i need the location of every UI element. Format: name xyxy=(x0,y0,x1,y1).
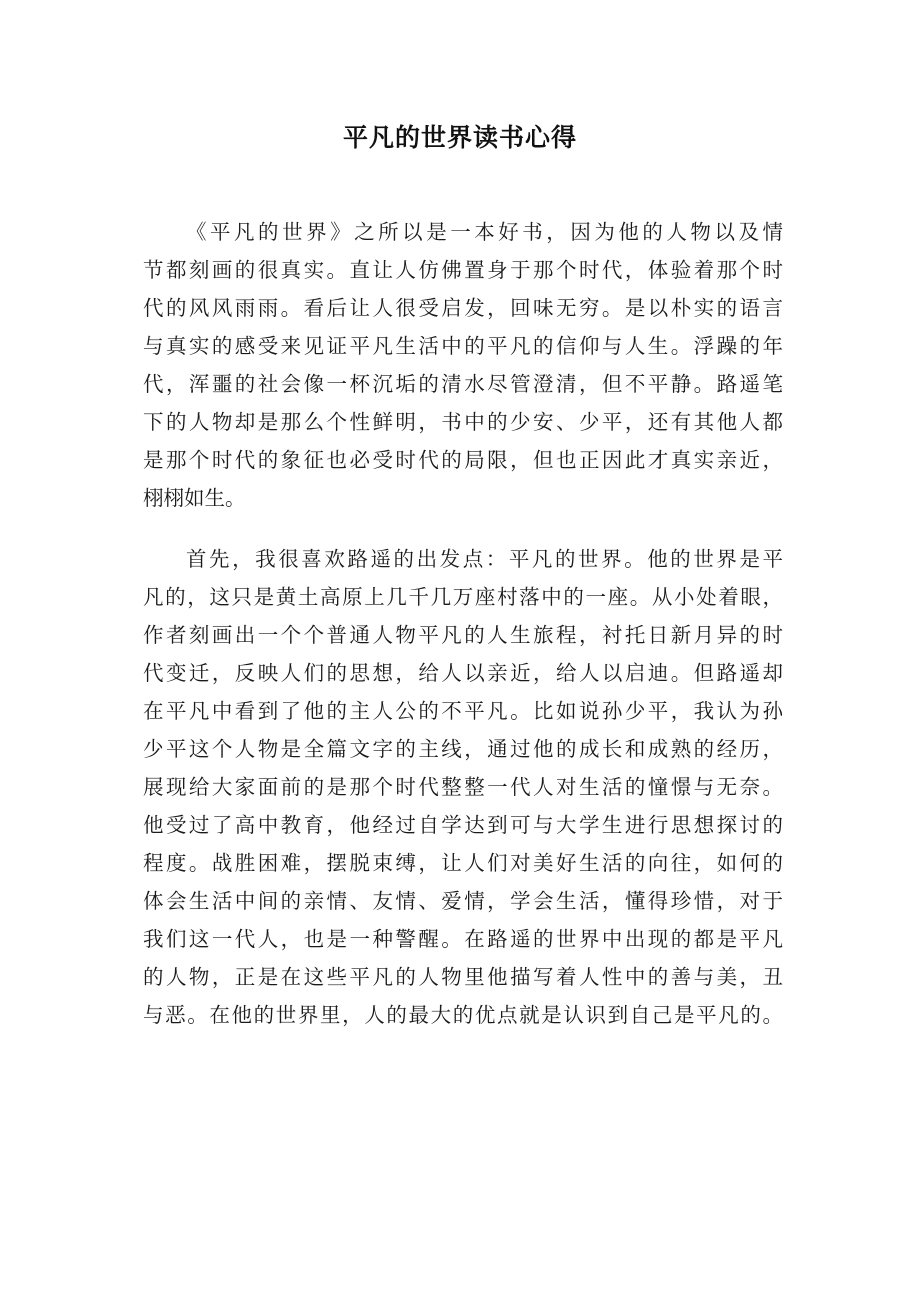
paragraph-2-line-6: 少平这个人物是全篇文字的主线，通过他的成长和成熟的经历， xyxy=(143,737,783,761)
paragraph-1-line-5: 代，浑噩的社会像一杯沉垢的清水尽管澄清，但不平静。路遥笔 xyxy=(143,372,783,396)
paragraph-2-line-10: 体会生活中间的亲情、友情、爱情，学会生活，懂得珍惜，对于 xyxy=(143,889,783,913)
paragraph-2-line-13: 与恶。在他的世界里，人的最大的优点就是认识到自己是平凡的。 xyxy=(143,1003,783,1027)
paragraph-2-line-2: 凡的，这只是黄土高原上几千几万座村落中的一座。从小处着眼， xyxy=(143,585,783,609)
paragraph-1-line-6: 下的人物却是那么个性鲜明，书中的少安、少平，还有其他人都 xyxy=(143,410,783,434)
paragraph-1-line-2: 节都刻画的很真实。直让人仿佛置身于那个时代，体验着那个时 xyxy=(143,258,783,282)
paragraph-1-line-7: 是那个时代的象征也必受时代的局限，但也正因此才真实亲近， xyxy=(143,448,783,472)
paragraph-2-line-7: 展现给大家面前的是那个时代整整一代人对生活的憧憬与无奈。 xyxy=(143,775,783,799)
paragraph-1-line-1: 《平凡的世界》之所以是一本好书，因为他的人物以及情 xyxy=(186,220,783,244)
paragraph-2-line-11: 我们这一代人，也是一种警醒。在路遥的世界中出现的都是平凡 xyxy=(143,927,783,951)
paragraph-1-line-4: 与真实的感受来见证平凡生活中的平凡的信仰与人生。浮躁的年 xyxy=(143,334,783,358)
paragraph-2-line-4: 代变迁，反映人们的思想，给人以亲近，给人以启迪。但路遥却 xyxy=(143,661,783,685)
paragraph-1-line-3: 代的风风雨雨。看后让人很受启发，回味无穷。是以朴实的语言 xyxy=(143,296,783,320)
paragraph-2-line-12: 的人物，正是在这些平凡的人物里他描写着人性中的善与美，丑 xyxy=(143,965,783,989)
paragraph-2-line-3: 作者刻画出一个个普通人物平凡的人生旅程，衬托日新月异的时 xyxy=(143,623,783,647)
paragraph-1-line-8: 栩栩如生。 xyxy=(143,486,246,510)
document-title: 平凡的世界读书心得 xyxy=(342,123,577,152)
paragraph-2-line-8: 他受过了高中教育，他经过自学达到可与大学生进行思想探讨的 xyxy=(143,813,783,837)
paragraph-2-line-5: 在平凡中看到了他的主人公的不平凡。比如说孙少平，我认为孙 xyxy=(143,699,783,723)
paragraph-2-line-9: 程度。战胜困难，摆脱束缚，让人们对美好生活的向往，如何的 xyxy=(143,851,783,875)
paragraph-2-line-1: 首先，我很喜欢路遥的出发点：平凡的世界。他的世界是平 xyxy=(186,547,783,571)
